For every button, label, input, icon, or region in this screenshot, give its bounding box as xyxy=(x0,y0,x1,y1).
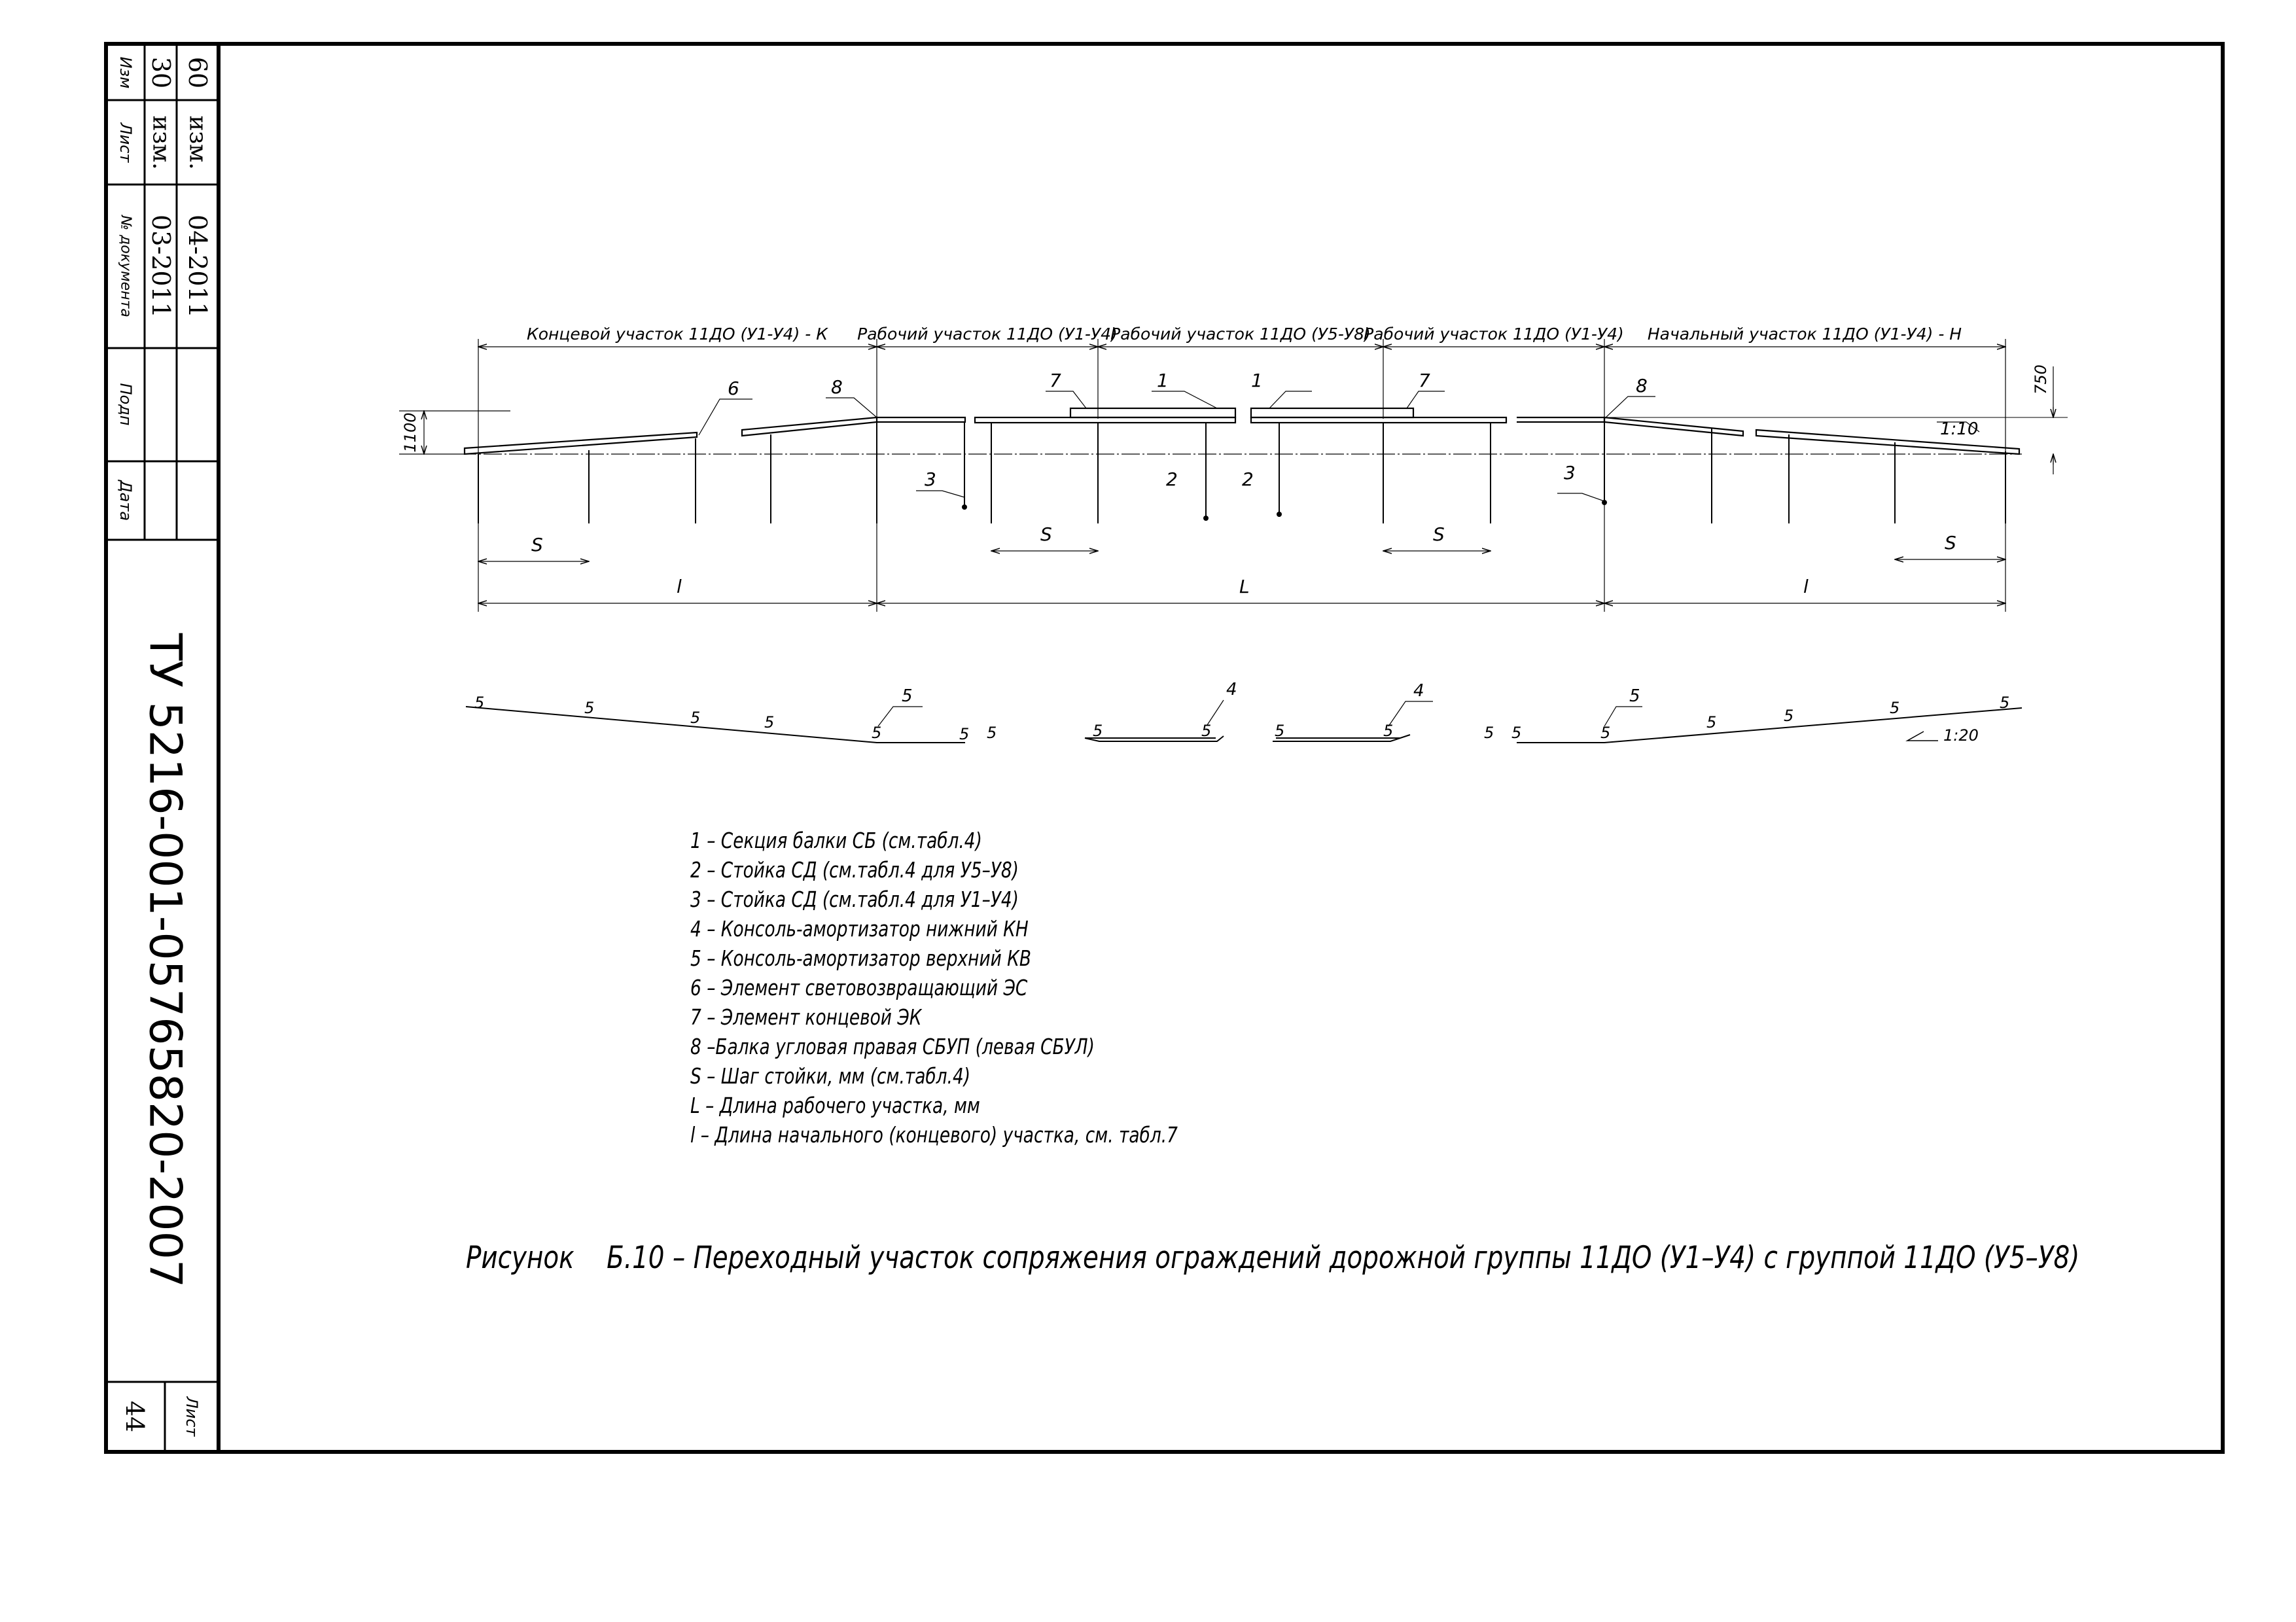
sheet-label: Лист xyxy=(183,1396,201,1437)
figure-caption xyxy=(466,1240,2079,1276)
post-label-e17: 5 xyxy=(1890,699,1900,717)
post-label-e16: 5 xyxy=(1784,707,1794,725)
post-label-e5: 5 xyxy=(872,724,882,742)
post-label-e15: 5 xyxy=(1706,713,1717,732)
post-label-e6: 5 xyxy=(959,725,970,743)
callout-8-right: 8 xyxy=(1636,375,1648,397)
step-dimensions xyxy=(478,551,2005,561)
zone-label-working-1: Рабочий участок 11ДО (У1-У4) xyxy=(857,325,1118,344)
plan-view xyxy=(399,339,2068,612)
callout-2-left: 2 xyxy=(1166,468,1178,490)
post-label-e1: 5 xyxy=(474,694,485,712)
elev-slope-label: 1:20 xyxy=(1943,726,1979,745)
post-label-e9: 5 xyxy=(1201,722,1212,740)
elev-callout-4-left: 4 xyxy=(1226,680,1237,699)
post-label-e2: 5 xyxy=(584,699,595,717)
post-label-e11: 5 xyxy=(1383,722,1394,740)
length-label-right: l xyxy=(1803,576,1809,597)
post-label-e8: 5 xyxy=(1093,722,1103,740)
legend-item: 2 – Стойка СД (см.табл.4 для У5–У8) xyxy=(690,857,1019,883)
zone-label-start: Начальный участок 11ДО (У1-У4) - Н xyxy=(1647,325,1962,344)
height-label: 1100 xyxy=(401,412,419,453)
stamp-texts xyxy=(116,57,212,1437)
zone-label-end: Концевой участок 11ДО (У1-У4) - К xyxy=(527,325,828,344)
designation-number: ТУ 5216-001-05765820-2007 xyxy=(139,633,191,1288)
elev-callout-5-left: 5 xyxy=(902,686,913,706)
callout-8-left: 8 xyxy=(831,376,843,398)
legend-item: 6 – Элемент световозвращающий ЭС xyxy=(690,975,1028,1000)
stamp-header-sign: Подп xyxy=(116,383,135,426)
post-label-e10: 5 xyxy=(1275,722,1285,740)
caption-text: Б.10 – Переходный участок сопряжения ограждений дорожной группы 11ДО (У1–У4) с группой 11ДО (У5–У8) xyxy=(607,1240,2080,1276)
beam-working-right xyxy=(1251,408,1506,423)
post-label-e3: 5 xyxy=(690,709,701,727)
stamp-row2-doc: 03-2011 xyxy=(147,215,175,318)
stamp-row2-num: 30 xyxy=(147,56,175,89)
callout-6: 6 xyxy=(728,378,739,399)
legend-item: S – Шаг стойки, мм (см.табл.4) xyxy=(690,1063,971,1089)
legend-item: 1 – Секция балки СБ (см.табл.4) xyxy=(690,828,982,853)
callout-2-right: 2 xyxy=(1242,468,1254,490)
callout-7-right: 7 xyxy=(1419,370,1430,391)
elevation-leaders xyxy=(878,700,1642,726)
step-label-4: S xyxy=(1945,532,1956,554)
callout-3-left: 3 xyxy=(925,468,936,490)
length-label-middle: L xyxy=(1239,576,1250,597)
elevation-slope-marker xyxy=(1907,732,1938,741)
post-label-e18: 5 xyxy=(2000,694,2010,712)
stamp-header-doc: № документа xyxy=(117,215,134,317)
legend-item: 3 – Стойка СД (см.табл.4 для У1–У4) xyxy=(690,887,1019,912)
step-label-3: S xyxy=(1433,523,1445,545)
post-label-e4: 5 xyxy=(764,713,775,732)
sheet-number: 44 xyxy=(120,1400,149,1433)
post-label-e12: 5 xyxy=(1484,724,1494,742)
beam-left-end xyxy=(465,417,965,454)
post-end-dots xyxy=(962,500,1607,521)
caption-prefix: Рисунок xyxy=(466,1240,574,1276)
legend-item: 5 – Консоль-амортизатор верхний КВ xyxy=(690,945,1032,971)
legend-list xyxy=(690,826,1178,1150)
callout-7-left: 7 xyxy=(1050,370,1061,391)
post-label-e14: 5 xyxy=(1600,724,1611,742)
callout-1-right: 1 xyxy=(1251,370,1263,391)
stamp-row1-num: 60 xyxy=(183,56,212,89)
step-label-1: S xyxy=(531,534,543,555)
legend-item: 8 –Балка угловая правая СБУП (левая СБУЛ) xyxy=(690,1034,1095,1059)
zone-label-working-3: Рабочий участок 11ДО (У1-У4) xyxy=(1364,325,1624,344)
stamp-row1-doc: 04-2011 xyxy=(183,215,212,318)
stamp-row1-label: изм. xyxy=(184,115,211,170)
legend-item: L – Длина рабочего участка, мм xyxy=(690,1093,980,1118)
beam-working-left xyxy=(975,408,1235,423)
slope-label: 1:10 xyxy=(1940,419,1979,439)
step-label-2: S xyxy=(1040,523,1052,545)
plan-texts xyxy=(401,325,2050,597)
legend-item: l – Длина начального (концевого) участка, см. табл.7 xyxy=(690,1122,1178,1148)
stamp-header-date: Дата xyxy=(116,480,135,521)
post-label-e7: 5 xyxy=(987,724,997,742)
elev-callout-4-right: 4 xyxy=(1413,681,1424,701)
legend-item: 4 – Консоль-амортизатор нижний КН xyxy=(690,916,1029,942)
legend-item: 7 – Элемент концевой ЭК xyxy=(690,1004,922,1030)
elev-callout-5-right: 5 xyxy=(1629,686,1640,706)
stamp-header-izm: Изм xyxy=(116,56,135,89)
callout-1-left: 1 xyxy=(1157,370,1169,391)
callout-3-right: 3 xyxy=(1564,462,1576,484)
zone-label-working-2: Рабочий участок 11ДО (У5-У8) xyxy=(1110,325,1371,344)
post-label-e13: 5 xyxy=(1511,724,1522,742)
length-label-left: l xyxy=(677,576,682,597)
right-dim-label: 750 xyxy=(2032,364,2050,395)
stamp-row2-label: изм. xyxy=(147,115,175,170)
stamp-header-list: Лист xyxy=(116,122,135,163)
elevation-texts xyxy=(474,680,2009,745)
